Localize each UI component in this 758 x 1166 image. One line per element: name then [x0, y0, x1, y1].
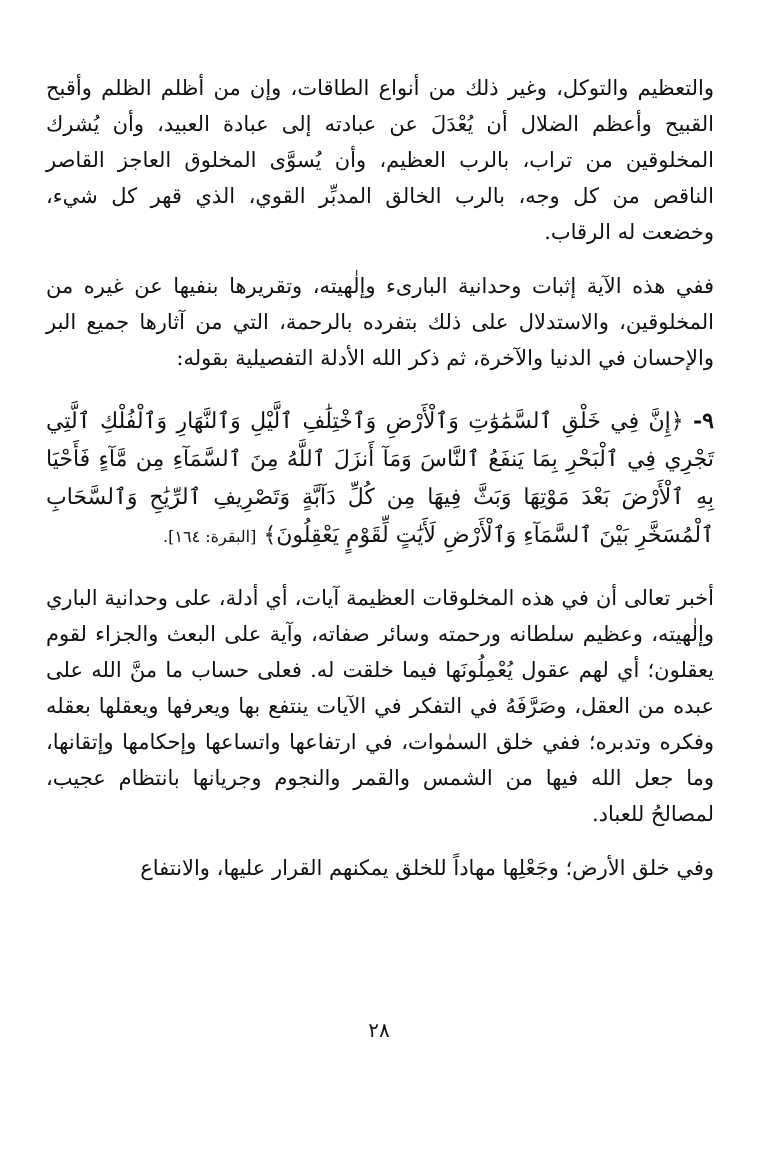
paragraph-2: ففي هذه الآية إثبات وحدانية البارىء وإلٰهيته، وتقريرها بنفيها عن غيره من المخلوقين، والاستدلال على ذلك بتفرده بالرحمة، التي من آثارها جميع البر والإحسان في الدنيا والآخرة، ثم ذكر الله الأدلة التفصيلية بقوله: — [46, 274, 714, 370]
verse-close-bracket: ﴾ — [263, 523, 277, 548]
verse-open-bracket: ﴿ — [670, 409, 684, 434]
paragraph-4: وفي خلق الأرض؛ وجَعْلِها مهاداً للخلق يمكنهم القرار عليها، والانتفاع — [140, 856, 714, 880]
quran-verse — [46, 402, 714, 556]
verse-reference: [البقرة: ١٦٤]. — [163, 527, 257, 546]
verse-text: إِنَّ فِي خَلْقِ ٱلسَّمَٰوَٰتِ وَٱلْأَرْضِ وَٱخْتِلَٰفِ ٱلَّيْلِ وَٱلنَّهَارِ وَٱلْفُلْكِ ٱلَّتِي تَجْرِي فِي ٱلْبَحْرِ بِمَا يَنفَعُ ٱلنَّاسَ وَمَآ أَنزَلَ ٱللَّهُ مِنَ ٱلسَّمَآءِ مِن مَّآءٍ فَأَحْيَا بِهِ ٱلْأَرْضَ بَعْدَ مَوْتِهَا وَبَثَّ فِيهَا مِن كُلِّ دَآبَّةٍ وَتَصْرِيفِ ٱلرِّيَٰحِ وَٱلسَّحَابِ ٱلْمُسَخَّرِ بَيْنَ ٱلسَّمَآءِ وَٱلْأَرْضِ لَأَيَٰتٍ لِّقَوْمٍ يَعْقِلُونَ — [46, 409, 714, 548]
page-body — [46, 70, 714, 886]
page-number: ٢٨ — [368, 1018, 390, 1042]
paragraph-3: أخبر تعالى أن في هذه المخلوقات العظيمة آيات، أي أدلة، على وحدانية الباري وإلٰهيته، وعظيم سلطانه ورحمته وسائر صفاته، وآية على البعث والجزاء لقوم يعقلون؛ أي لهم عقول يُعْمِلُونَها فيما خلقت له. فعلى حساب ما منَّ الله على عبده من العقل، وصَرَّفَهُ في التفكر في الآيات ينتفع بها ويعرفها ويعقلها بعقله وفكره وتدبره؛ ففي خلق السمٰوات، في ارتفاعها واتساعها وإحكامها وإتقانها، وما جعل الله فيها من الشمس والقمر والنجوم وجريانها بانتظام عجيب، لمصالحُ للعباد. — [46, 586, 714, 826]
verse-number: ٩- — [693, 408, 714, 434]
paragraph-1: والتعظيم والتوكل، وغير ذلك من أنواع الطاقات، وإن من أظلم الظلم وأقبح القبيح وأعظم الضلال أن يُعْدَلَ عن عبادته إلى عبادة العبيد، وأن يُشرك المخلوقين من تراب، بالرب العظيم، وأن يُسوَّى المخلوق العاجز القاصر الناقص من كل وجه، بالرب الخالق المدبِّر القوي، الذي قهر كل شيء، وخضعت له الرقاب. — [46, 76, 714, 244]
